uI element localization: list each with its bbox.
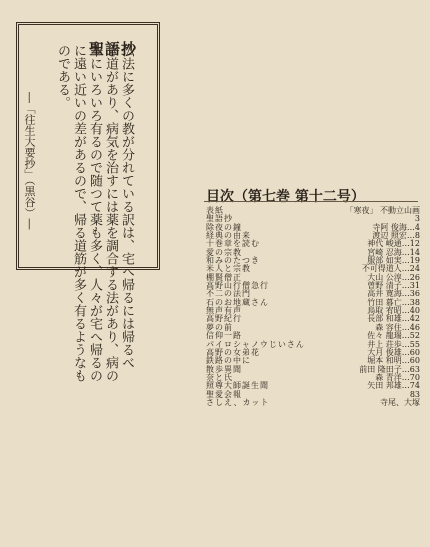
toc-meta: 服部 如実…19 xyxy=(367,256,420,266)
toc-title: 十巻章を読む xyxy=(206,239,260,249)
toc-title: 経典の由来 xyxy=(206,231,251,241)
quote-line-1: 仏法に多くの教が分れている訳は、宅へ帰るには帰るべ xyxy=(119,44,134,369)
toc-meta: 佐々 龍瑞…52 xyxy=(367,331,420,341)
quote-line-2: き道があり、病気を治すには薬を調合する法があり、病の xyxy=(103,44,118,382)
toc-title: 奈と氏 xyxy=(206,372,233,382)
toc-meta: 曽野 清子…31 xyxy=(367,281,420,291)
toc-title: 愛の宗教 xyxy=(206,247,242,257)
toc-title: 鉄路の中に xyxy=(206,356,251,366)
quote-source: ―「往生大要抄」（黒谷）― xyxy=(23,92,36,230)
toc-title: 米人と宗教 xyxy=(206,264,251,274)
toc-title: 高野の女弟花 xyxy=(206,347,260,357)
toc-title: 聖語抄 xyxy=(206,214,233,224)
toc-title: 無声有声 xyxy=(206,306,242,316)
toc-meta: 井上 荘歩…55 xyxy=(367,339,420,349)
toc-title: 信仰一路 xyxy=(206,331,242,341)
toc-meta: 寺尾、大塚 xyxy=(380,397,420,407)
toc-row[interactable] xyxy=(206,399,428,407)
toc-meta: 竹田 暮亡…38 xyxy=(367,297,420,307)
toc-title: 棚賢僧正 xyxy=(206,272,242,282)
toc-meta: 大山 公淳…26 xyxy=(367,272,420,282)
toc-heading: 目次（第七巻 第十二号） xyxy=(206,189,365,205)
toc-title: 和みのたつき xyxy=(206,256,260,266)
toc-meta: 高井 寛海…36 xyxy=(367,289,420,299)
quote-title: 聖語抄 xyxy=(88,40,137,58)
toc-title: 散歩異聞 xyxy=(206,364,242,374)
toc-title: 高野山行僧急行 xyxy=(206,281,269,291)
toc-title: 聖愛会報 xyxy=(206,389,242,399)
toc-meta: 不可得道人…24 xyxy=(361,264,420,274)
toc-meta: 神代 峻通…12 xyxy=(367,239,420,249)
quote-line-3: 本にいろいろ有るので随つて薬も多く、人々が宅へ帰るの xyxy=(87,44,102,382)
toc-meta: 83 xyxy=(409,389,420,399)
toc-meta: 寺阿 俊海…4 xyxy=(372,222,420,232)
quote-line-5: のである。 xyxy=(55,44,70,109)
toc-meta: 宮崎 忍海…14 xyxy=(367,247,420,257)
toc-title: 照尊大師誕生聞 xyxy=(206,381,269,391)
toc-title: さしえ、カット xyxy=(206,397,270,407)
toc-title: 石のお地蔵さん xyxy=(206,297,269,307)
toc-title: パイロシャノウじいさん xyxy=(206,339,305,349)
toc-meta: 3 xyxy=(414,214,420,224)
toc-meta: 渡辺 照宏…8 xyxy=(372,231,420,241)
toc-rule xyxy=(204,201,418,202)
toc-meta: 前田 隆田子…63 xyxy=(359,364,420,374)
toc-meta: 堀本 和明…60 xyxy=(367,356,420,366)
toc-meta: 大月 俊雄…60 xyxy=(367,347,420,357)
toc-meta: 長部 和雄…42 xyxy=(367,314,420,324)
toc-meta: 森 青洋…70 xyxy=(375,372,420,382)
toc-list xyxy=(206,207,428,407)
toc-title: 除夜の鐘 xyxy=(206,222,242,232)
toc-meta: 矢田 邦雄…74 xyxy=(367,381,420,391)
toc-title: 不二の法門 xyxy=(206,289,251,299)
toc-row[interactable] xyxy=(206,207,428,215)
toc-title: 高野紀行 xyxy=(206,314,242,324)
quote-line-4: に遠い近いの差があるので、帰る道筋が多く有るようなも xyxy=(71,44,86,382)
toc-title: 表紙 xyxy=(206,206,224,215)
toc-title: 夢の前 xyxy=(206,322,233,332)
toc-meta: 森 容住…46 xyxy=(375,322,420,332)
toc-meta: 鳥取 宥昭…40 xyxy=(367,306,420,316)
toc-meta: 「寒夜」 不動立山画 xyxy=(345,206,420,215)
